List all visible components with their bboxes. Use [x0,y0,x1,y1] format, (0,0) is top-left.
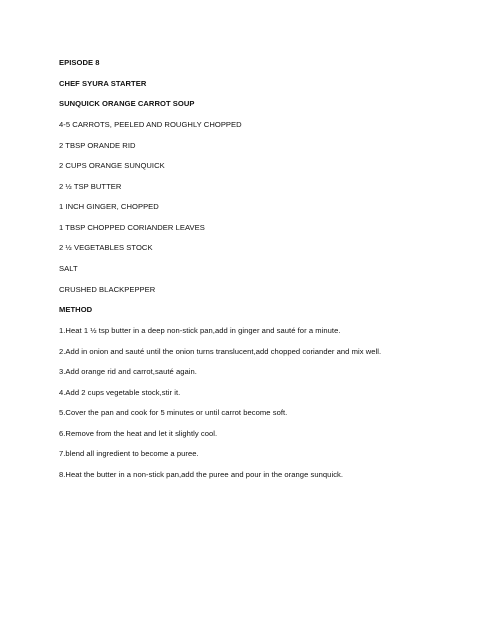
recipe-title: SUNQUICK ORANGE CARROT SOUP [59,99,195,108]
ingredient-item: CRUSHED BLACKPEPPER [59,285,156,294]
ingredient-item: 2 ½ VEGETABLES STOCK [59,243,153,252]
method-step: 2.Add in onion and sauté until the onion turns translucent,add chopped coriander and mix well. [59,347,382,356]
ingredient-item: 2 CUPS ORANGE SUNQUICK [59,161,165,170]
ingredient-item: 1 INCH GINGER, CHOPPED [59,202,159,211]
episode-heading: EPISODE 8 [59,58,100,67]
method-step: 7.blend all ingredient to become a puree. [59,449,199,458]
chef-heading: CHEF SYURA STARTER [59,79,147,88]
ingredient-item: 4-5 CARROTS, PEELED AND ROUGHLY CHOPPED [59,120,242,129]
ingredient-item: 2 TBSP ORANDE RID [59,141,136,150]
method-step: 8.Heat the butter in a non-stick pan,add the puree and pour in the orange sunquick. [59,470,344,479]
method-step: 5.Cover the pan and cook for 5 minutes or until carrot become soft. [59,408,288,417]
method-step: 6.Remove from the heat and let it slightly cool. [59,429,218,438]
method-step: 3.Add orange rid and carrot,sauté again. [59,367,197,376]
ingredient-item: SALT [59,264,78,273]
method-step: 1.Heat 1 ½ tsp butter in a deep non-stick pan,add in ginger and sauté for a minute. [59,326,341,335]
ingredient-item: 1 TBSP CHOPPED CORIANDER LEAVES [59,223,205,232]
method-step: 4.Add 2 cups vegetable stock,stir it. [59,388,181,397]
ingredient-item: 2 ½ TSP BUTTER [59,182,122,191]
method-heading: METHOD [59,305,93,314]
